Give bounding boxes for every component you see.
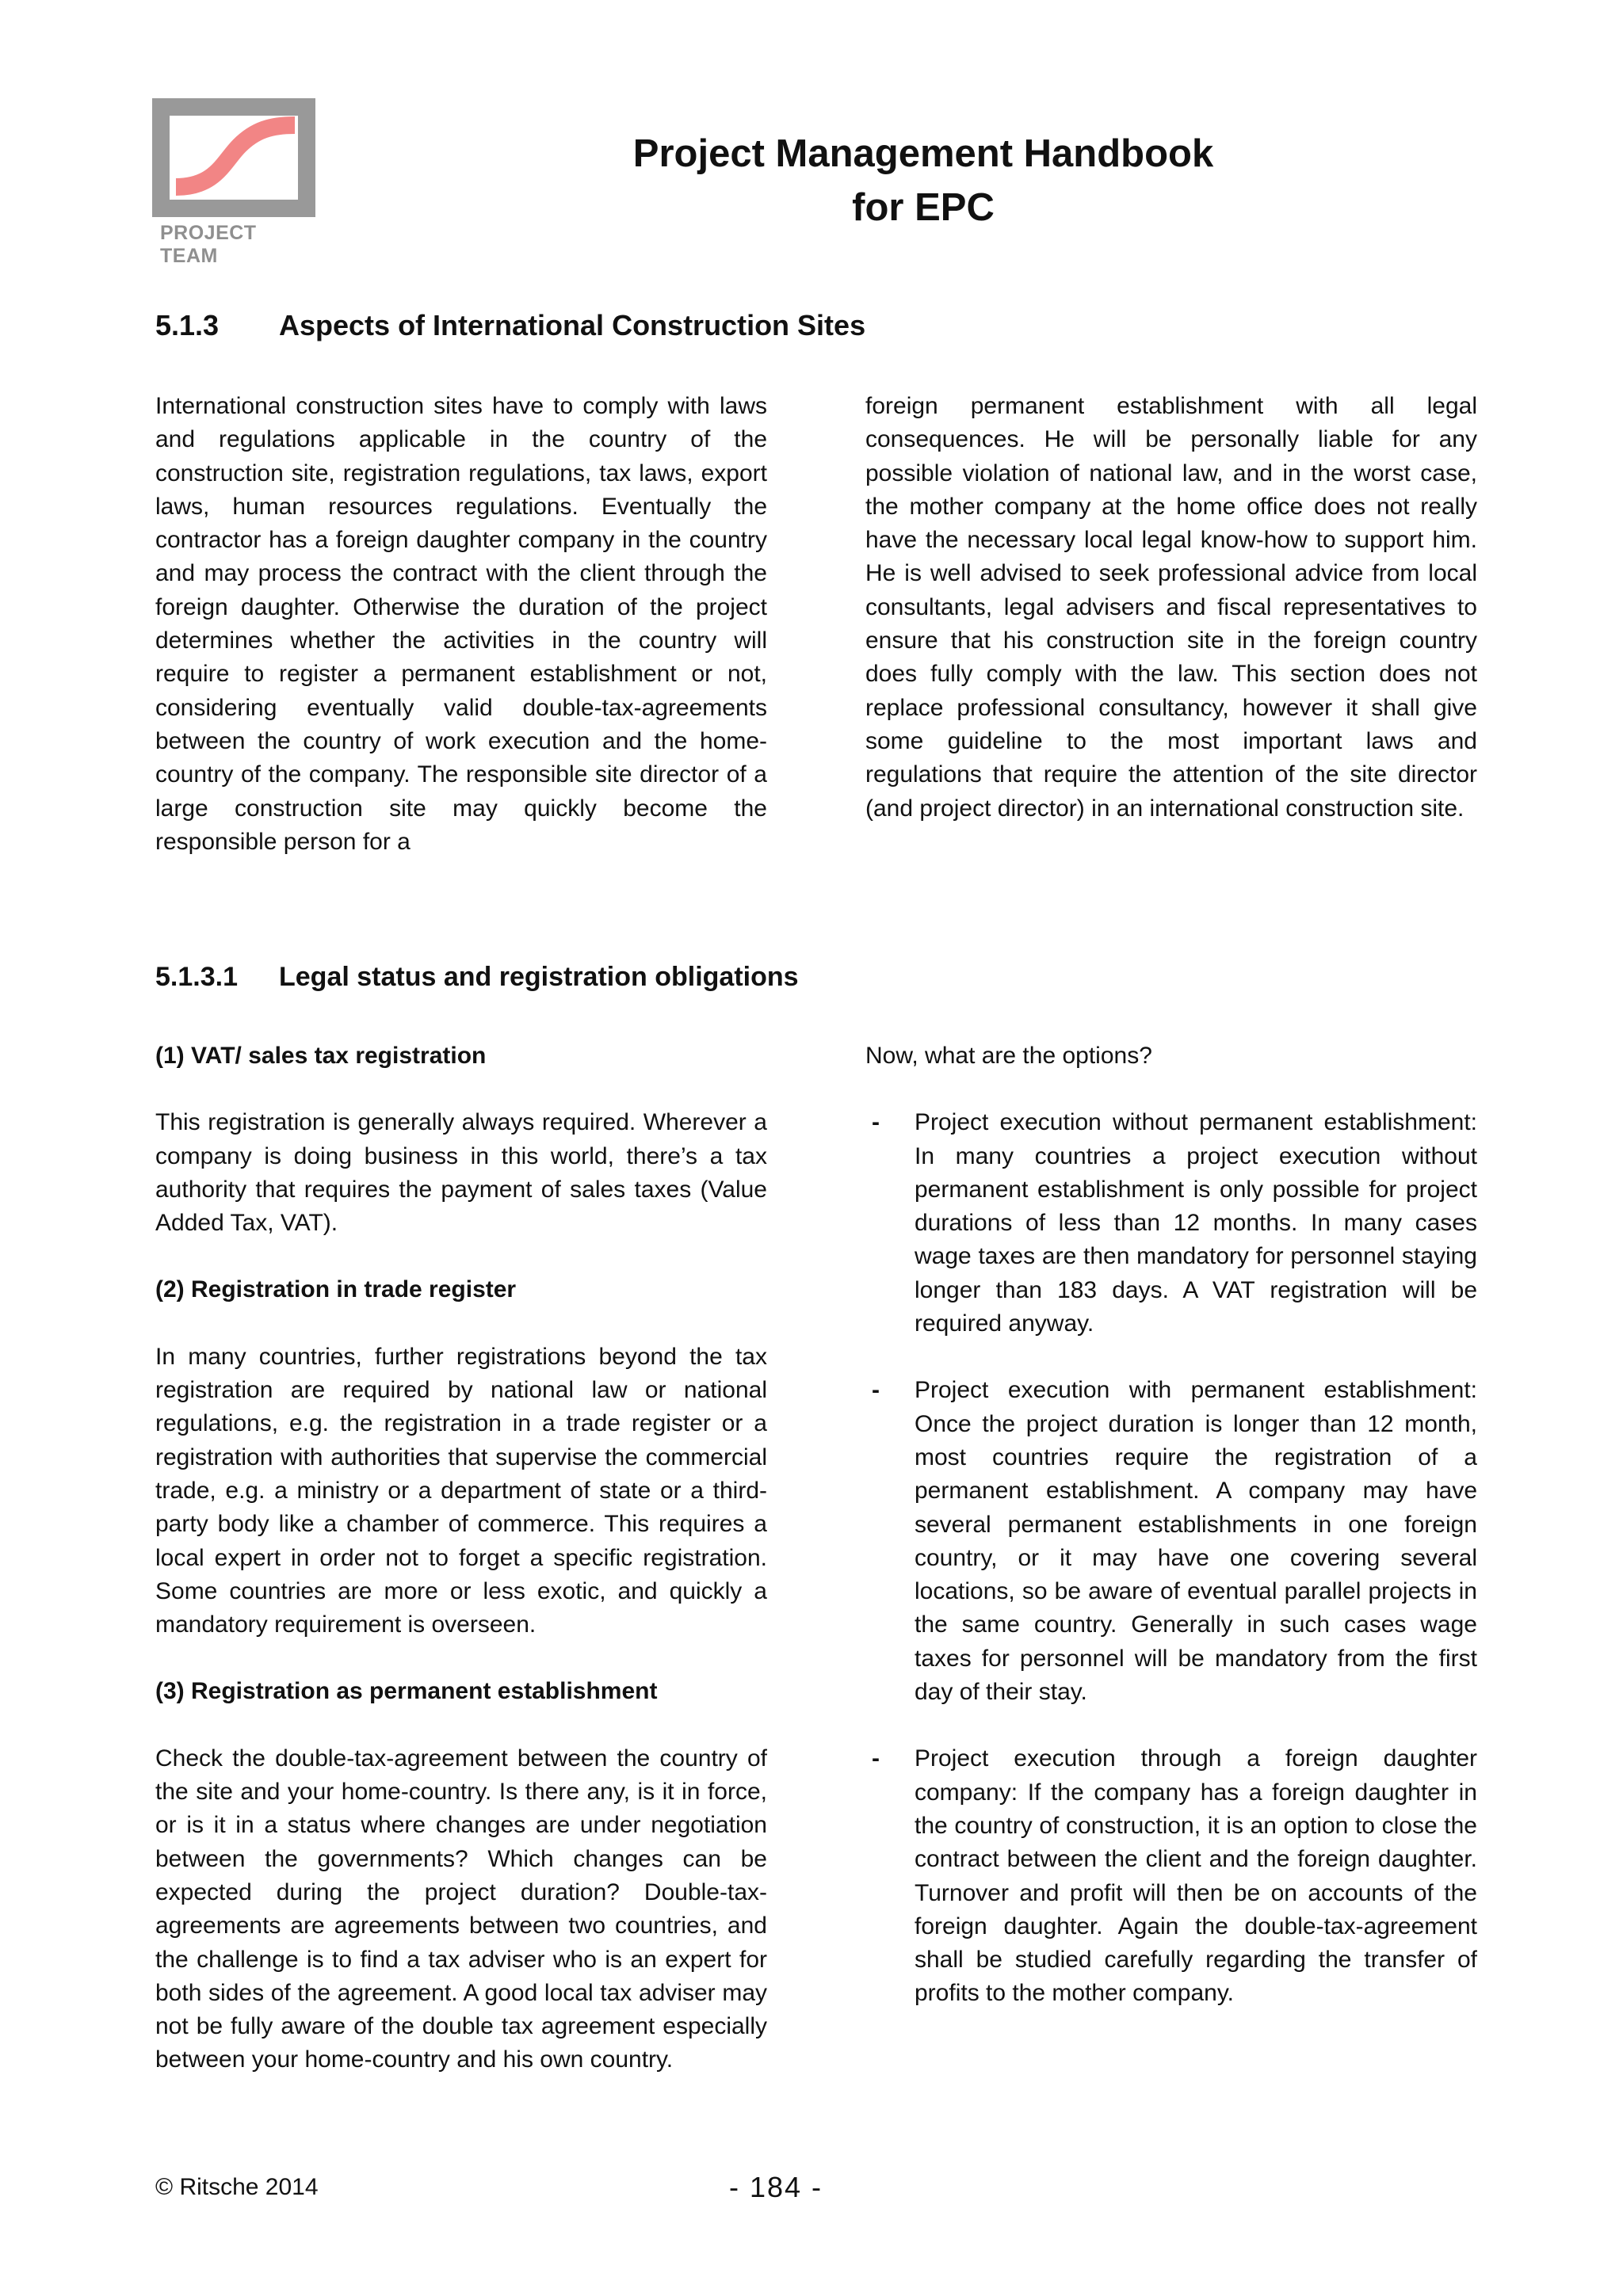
bullet-dash: - (872, 1109, 880, 1136)
page-number: - 184 - (729, 2171, 823, 2203)
subsection-title: Legal status and registration obligations (279, 962, 799, 992)
list-item (865, 1374, 1477, 1709)
subsection-number: 5.1.3.1 (155, 962, 238, 992)
intro-left-column (155, 390, 767, 859)
section-title: Aspects of International Construction Sites (279, 309, 866, 341)
vat-heading: (1) VAT/ sales tax registration (155, 1043, 487, 1069)
section-number: 5.1.3 (155, 309, 220, 341)
option-text-with-pe: Project execution with permanent establishment: Once the project duration is longer than 12 month, most countries require the registration of a permanent establishment. A company may have several permanent establishments in one foreign country, or it may have one covering several locations, so be aware of eventual parallel projects in the same country. Generally in such cases wage taxes for personnel will be mandatory from the first day of their stay. (915, 1377, 1477, 1706)
intro-right-column (865, 390, 1477, 826)
copyright-notice: © Ritsche 2014 (155, 2174, 319, 2200)
permanent-establishment-paragraph: Check the double-tax-agreement between the country of the site and your home-country. Is there any, is it in force, or is it in a status where changes are under negotiation between the governments? Which changes can be expected during the project duration? Double-tax-agreements are agreements between two countries, and the challenge is to find a tax adviser who is an expert for both sides of the agreement. A good local tax adviser may not be fully aware of the double tax agreement especially between your home-country and his own country. (155, 1745, 767, 2073)
list-item (865, 1106, 1477, 1341)
trade-register-paragraph: In many countries, further registrations beyond the tax registration are required by national law or national regulations, e.g. the registration in a trade register or a registration with authorities that supervise the commercial trade, e.g. a ministry or a department of state or a third-party body like a chamber of commerce. This requires a local expert in order not to forget a specific registration. Some countries are more or less exotic, and quickly a mandatory requirement is overseen. (155, 1343, 767, 1638)
project-team-logo (152, 98, 315, 267)
trade-register-heading: (2) Registration in trade register (155, 1276, 517, 1303)
option-text-no-pe: Project execution without permanent establishment: In many countries a project execution without permanent establishment is only possible for project durations of less than 12 months. In many cases wage taxes are then mandatory for personnel staying longer than 183 days. A VAT registration will be required anyway. (915, 1109, 1477, 1337)
options-question: Now, what are the options? (865, 1043, 1152, 1069)
registrations-column (155, 1039, 767, 2077)
document-title (539, 127, 1308, 235)
intro-paragraph-left: International construction sites have to comply with laws and regulations applicable in the country of the construction site, registration regulations, tax laws, export laws, human resources regulations. Eventually the contractor has a foreign daughter company in the country and may process the contract with the client through the foreign daughter. Otherwise the duration of the project determines whether the activities in the country will require to register a permanent establishment or not, considering eventually valid double-tax-agreements between the country of work execution and the home-country of the company. The responsible site director of a large construction site may quickly become the responsible person for a (155, 393, 767, 855)
vat-paragraph: This registration is generally always required. Wherever a company is doing business in this world, there’s a tax authority that requires the payment of sales taxes (Value Added Tax, VAT). (155, 1109, 767, 1237)
bullet-dash: - (872, 1377, 880, 1404)
option-text-daughter: Project execution through a foreign daughter company: If the company has a foreign daughter in the country of construction, it is an option to close the contract between the client and the foreign daughter. Turnover and profit will then be on accounts of the foreign daughter. Again the double-tax-agreement shall be studied carefully regarding the transfer of profits to the mother company. (915, 1745, 1477, 2007)
options-column (865, 1039, 1477, 2011)
title-line-2: for EPC (852, 186, 995, 229)
intro-paragraph-right: foreign permanent establishment with all legal consequences. He will be personally liable for any possible violation of national law, and in the worst case, the mother company at the home office does not really have the necessary local legal know-how to support him. He is well advised to seek professional advice from local consultants, legal advisers and fiscal representatives to ensure that his construction site in the foreign country does fully comply with the law. This section does not replace professional consultancy, however it shall give some guideline to the most important laws and regulations that require the attention of the site director (and project director) in an international construction site. (865, 393, 1477, 822)
permanent-establishment-heading: (3) Registration as permanent establishment (155, 1678, 658, 1705)
section-heading (155, 309, 865, 342)
logo-text: PROJECT TEAM (160, 222, 257, 267)
bullet-dash: - (872, 1745, 880, 1772)
logo-icon (152, 98, 315, 217)
title-line-1: Project Management Handbook (632, 132, 1214, 175)
list-item (865, 1742, 1477, 2010)
subsection-heading (155, 962, 799, 993)
